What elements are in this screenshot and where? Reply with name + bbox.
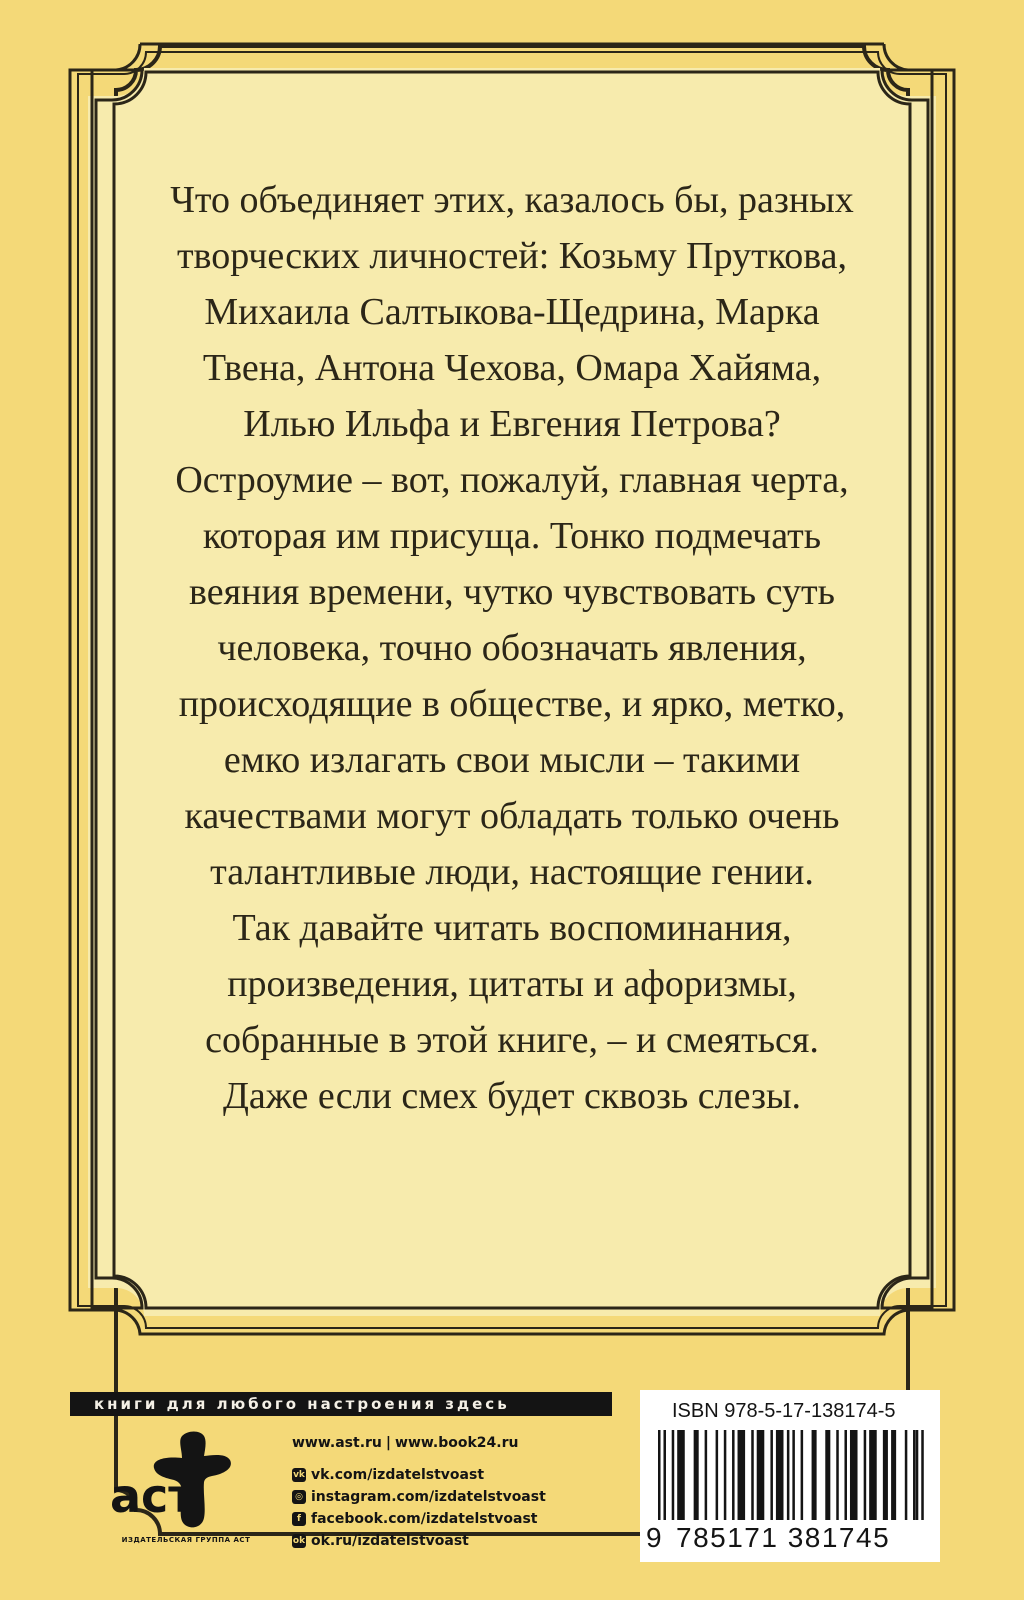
- barcode-bar: [716, 1430, 719, 1520]
- barcode-bar: [751, 1430, 754, 1520]
- barcode-bar: [787, 1430, 790, 1520]
- barcode-bar: [792, 1430, 795, 1520]
- logo-text: аст: [110, 1469, 195, 1523]
- social-link-facebook[interactable]: [292, 1508, 612, 1530]
- barcode-bar: [812, 1430, 817, 1520]
- barcode-bar: [776, 1430, 784, 1520]
- barcode-bar: [850, 1430, 858, 1520]
- social-link-text: ok.ru/izdatelstvoast: [311, 1533, 469, 1549]
- publisher-caption: ИЗДАТЕЛЬСКАЯ ГРУППА АСТ: [121, 1536, 251, 1544]
- annotation-line: собранные в этой книге, – и смеяться.: [205, 1019, 819, 1061]
- barcode: [658, 1430, 924, 1528]
- annotation-line: Остроумие – вот, пожалуй, главная черта,: [175, 459, 849, 501]
- link-separator: |: [385, 1435, 392, 1451]
- barcode-bar: [891, 1430, 896, 1520]
- annotation-line: человека, точно обозначать явления,: [217, 627, 807, 669]
- annotation-line: емко излагать свои мысли – такими: [223, 739, 801, 781]
- annotation-line: Даже если смех будет сквозь слезы.: [222, 1075, 801, 1117]
- barcode-bar: [905, 1430, 908, 1520]
- book-annotation: [130, 172, 894, 1124]
- website-link-ast[interactable]: www.ast.ru: [292, 1435, 382, 1451]
- ast-cross-logo-icon: [108, 1430, 264, 1534]
- barcode-bar: [801, 1430, 804, 1520]
- barcode-bar: [757, 1430, 765, 1520]
- ok-icon: ok: [292, 1536, 306, 1546]
- social-link-ok[interactable]: [292, 1530, 612, 1552]
- barcode-bar: [844, 1430, 847, 1520]
- barcode-lead-digit: 9: [646, 1522, 662, 1553]
- facebook-icon: f: [292, 1512, 306, 1526]
- barcode-bar: [663, 1430, 666, 1520]
- barcode-bar: [869, 1430, 877, 1520]
- annotation-line: творческих личностей: Козьму Пруткова,: [176, 235, 848, 277]
- barcode-bar: [921, 1430, 924, 1520]
- barcode-bar: [770, 1430, 773, 1520]
- barcode-bar: [864, 1430, 867, 1520]
- barcode-bar: [732, 1430, 735, 1520]
- annotation-line: качествами могут обладать только очень: [184, 795, 840, 837]
- instagram-icon: ◎: [292, 1490, 306, 1504]
- vk-icon: vk: [293, 1470, 305, 1480]
- annotation-line: происходящие в обществе, и ярко, метко,: [178, 683, 846, 725]
- barcode-bar: [677, 1430, 685, 1520]
- annotation-line: Илью Ильфа и Евгения Петрова?: [243, 403, 781, 445]
- annotation-line: Михаила Салтыкова-Щедрина, Марка: [204, 291, 820, 333]
- annotation-line: которая им присуща. Тонко подмечать: [202, 515, 822, 557]
- isbn-label: ISBN 978-5-17-138174-5: [672, 1400, 896, 1422]
- social-link-text: vk.com/izdatelstvoast: [311, 1467, 485, 1483]
- annotation-line: веяния времени, чутко чувствовать суть: [189, 571, 835, 613]
- annotation-line: Что объединяет этих, казалось бы, разных: [170, 179, 854, 221]
- barcode-bar: [658, 1430, 661, 1520]
- social-link-text: instagram.com/izdatelstvoast: [311, 1489, 546, 1505]
- publisher-links: [292, 1432, 612, 1552]
- social-link-vk[interactable]: [292, 1464, 612, 1486]
- barcode-bar: [883, 1430, 888, 1520]
- barcode-bar: [724, 1430, 727, 1520]
- barcode-digits: 785171 381745: [676, 1522, 891, 1553]
- annotation-line: Так давайте читать воспоминания,: [232, 907, 792, 949]
- social-link-instagram[interactable]: [292, 1486, 612, 1508]
- tagline-bar: книги для любого настроения здесь: [70, 1392, 612, 1416]
- publisher-logo: [106, 1430, 266, 1560]
- barcode-bar: [825, 1430, 830, 1520]
- barcode-bar: [738, 1430, 746, 1520]
- isbn-barcode-block: [640, 1390, 940, 1562]
- barcode-bar: [705, 1430, 708, 1520]
- barcode-bar: [916, 1430, 919, 1520]
- barcode-bar: [913, 1430, 916, 1520]
- barcode-bar: [672, 1430, 675, 1520]
- social-link-text: facebook.com/izdatelstvoast: [311, 1511, 538, 1527]
- website-links: [292, 1432, 612, 1454]
- annotation-line: произведения, цитаты и афоризмы,: [227, 963, 797, 1005]
- annotation-line: Твена, Антона Чехова, Омара Хайяма,: [202, 347, 822, 389]
- annotation-line: талантливые люди, настоящие гении.: [210, 851, 814, 893]
- barcode-bar: [694, 1430, 699, 1520]
- barcode-bar: [836, 1430, 839, 1520]
- website-link-book24[interactable]: www.book24.ru: [395, 1435, 519, 1451]
